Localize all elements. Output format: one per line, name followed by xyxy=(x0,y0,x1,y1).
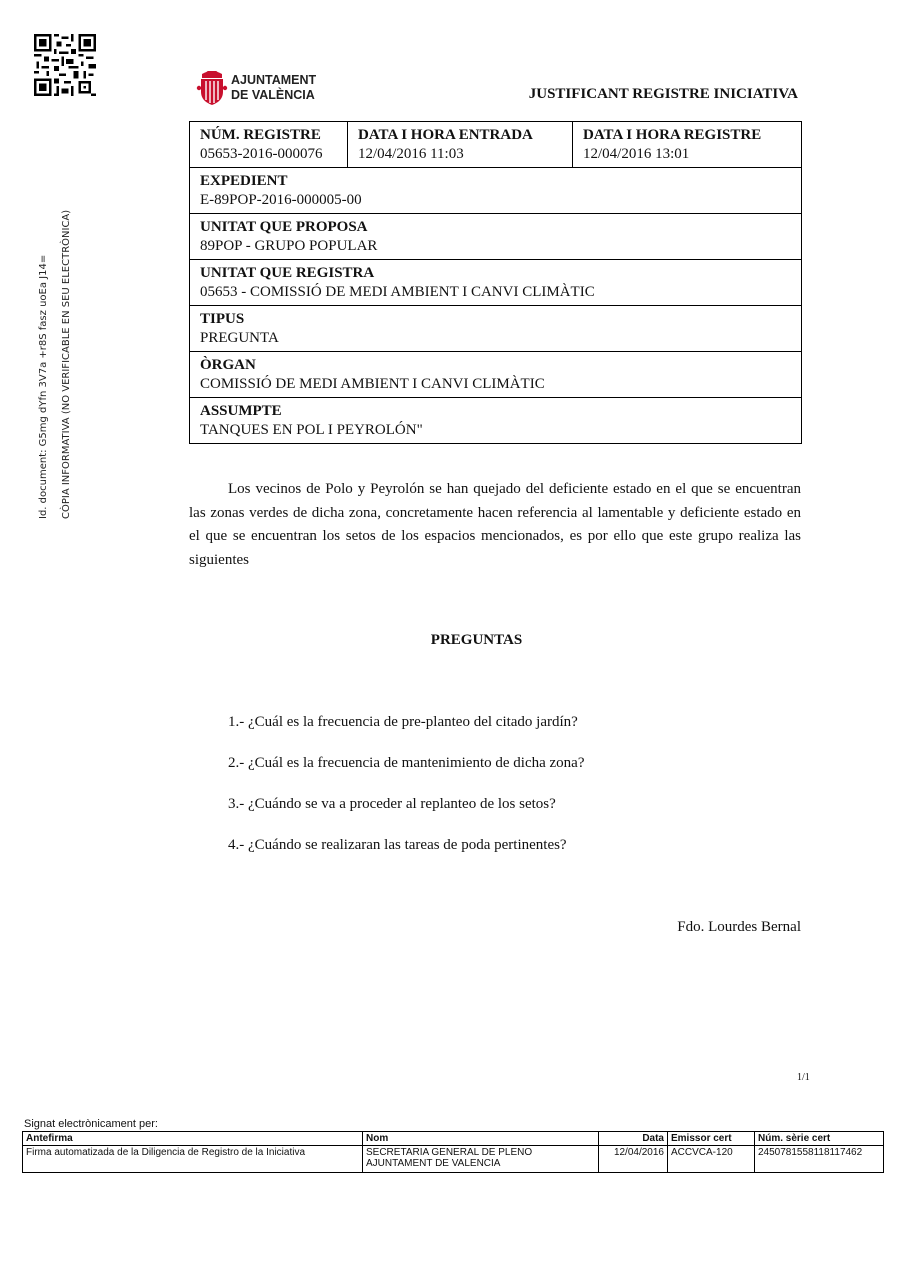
signatures-header-row xyxy=(23,1132,884,1146)
serie-cell: 2450781558118117462 xyxy=(755,1146,884,1173)
data-entrada-value: 12/04/2016 11:03 xyxy=(358,146,464,162)
emissor-cell: ACCVCA-120 xyxy=(668,1146,755,1173)
unitat-registra-value: 05653 - COMISSIÓ DE MEDI AMBIENT I CANVI CLIMÀTIC xyxy=(200,284,595,300)
cell-tipus xyxy=(190,306,802,352)
antefirma-cell: Firma automatizada de la Diligencia de Registro de la Iniciativa xyxy=(23,1146,363,1173)
assumpte-label: ASSUMPTE xyxy=(200,403,282,419)
ajuntament-logo xyxy=(196,68,331,108)
cell-unitat-proposa xyxy=(190,214,802,260)
expedient-value: E-89POP-2016-000005-00 xyxy=(200,192,362,208)
num-registre-label: NÚM. REGISTRE xyxy=(200,127,321,143)
unitat-registra-label: UNITAT QUE REGISTRA xyxy=(200,265,375,281)
nom-line1: SECRETARIA GENERAL DE PLENO xyxy=(366,1147,533,1158)
unitat-proposa-label: UNITAT QUE PROPOSA xyxy=(200,219,368,235)
registry-row-organ xyxy=(190,352,802,398)
cell-assumpte xyxy=(190,398,802,444)
col-header-serie: Núm. sèrie cert xyxy=(755,1132,884,1146)
registry-table xyxy=(189,121,802,444)
signature-line: Fdo. Lourdes Bernal xyxy=(677,919,801,935)
intro-paragraph: Los vecinos de Polo y Peyrolón se han quejado del deficiente estado en el que se encuentran las zonas verdes de dicha zona, concretamente hacen referencia al lamentable y deficiente estado en el que se encuentran los setos de los espacios mencionados, es por ello que este grupo realiza las siguientes xyxy=(189,481,801,568)
question-item: 2.- ¿Cuál es la frecuencia de mantenimiento de dicha zona? xyxy=(228,755,585,771)
section-title: PREGUNTAS xyxy=(430,632,523,648)
registry-row-dates xyxy=(190,122,802,168)
signatures-table xyxy=(22,1131,884,1173)
tipus-value: PREGUNTA xyxy=(200,330,279,346)
city-crest-icon xyxy=(196,70,228,106)
registry-row-registra xyxy=(190,260,802,306)
unitat-proposa-value: 89POP - GRUPO POPULAR xyxy=(200,238,378,254)
col-header-data: Data xyxy=(599,1132,668,1146)
assumpte-value: TANQUES EN POL I PEYROLÓN" xyxy=(200,422,423,438)
organ-label: ÒRGAN xyxy=(200,357,256,373)
col-header-nom: Nom xyxy=(363,1132,599,1146)
informative-copy-text: CÒPIA INFORMATIVA (NO VERIFICABLE EN SEU ELECTRÒNICA) xyxy=(61,209,72,519)
document-id-text: Id. document: G5mg dYfn 3V7a +r8S fasz uoEa J14= xyxy=(38,254,49,519)
cell-organ xyxy=(190,352,802,398)
nom-line2: AJUNTAMENT DE VALENCIA xyxy=(366,1158,501,1169)
registry-row-expedient xyxy=(190,168,802,214)
cell-expedient xyxy=(190,168,802,214)
organ-value: COMISSIÓ DE MEDI AMBIENT I CANVI CLIMÀTIC xyxy=(200,376,545,392)
table-row xyxy=(23,1146,884,1173)
cell-unitat-registra xyxy=(190,260,802,306)
logo-text-line1: AJUNTAMENT xyxy=(231,73,317,87)
num-registre-value: 05653-2016-000076 xyxy=(200,146,323,162)
data-entrada-label: DATA I HORA ENTRADA xyxy=(358,127,533,143)
question-item: 1.- ¿Cuál es la frecuencia de pre-planteo del citado jardín? xyxy=(228,714,578,730)
signatures-caption: Signat electrònicament per: xyxy=(24,1118,158,1130)
cell-data-registre xyxy=(573,122,802,168)
page-number: 1/1 xyxy=(797,1072,810,1083)
cell-num-registre xyxy=(190,122,348,168)
cell-data-entrada xyxy=(348,122,573,168)
col-header-antefirma: Antefirma xyxy=(23,1132,363,1146)
question-item: 3.- ¿Cuándo se va a proceder al replanteo de los setos? xyxy=(228,796,556,812)
data-cell: 12/04/2016 xyxy=(599,1146,668,1173)
nom-cell xyxy=(363,1146,599,1173)
registry-row-tipus xyxy=(190,306,802,352)
qr-code xyxy=(34,34,96,96)
col-header-emissor: Emissor cert xyxy=(668,1132,755,1146)
registry-row-assumpte xyxy=(190,398,802,444)
tipus-label: TIPUS xyxy=(200,311,245,327)
registry-row-proposa xyxy=(190,214,802,260)
data-registre-label: DATA I HORA REGISTRE xyxy=(583,127,762,143)
question-item: 4.- ¿Cuándo se realizaran las tareas de poda pertinentes? xyxy=(228,837,567,853)
data-registre-value: 12/04/2016 13:01 xyxy=(583,146,690,162)
logo-text-line2: DE VALÈNCIA xyxy=(231,88,315,102)
expedient-label: EXPEDIENT xyxy=(200,173,288,189)
document-title: JUSTIFICANT REGISTRE INICIATIVA xyxy=(528,86,798,102)
